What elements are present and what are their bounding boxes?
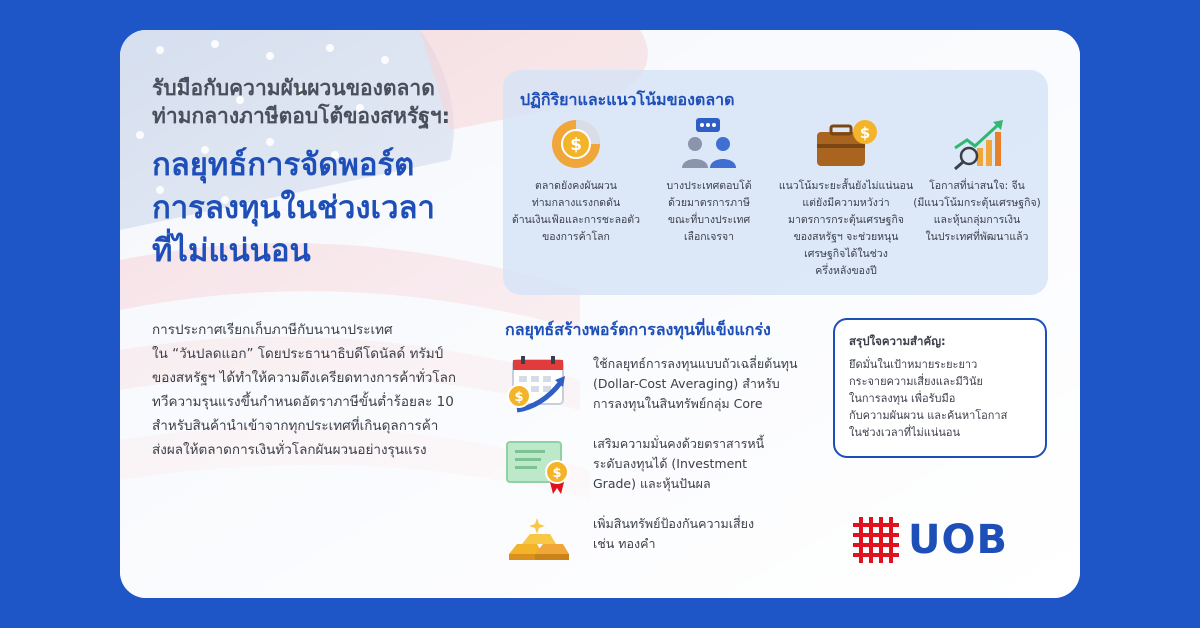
strategy-item xyxy=(503,514,823,578)
subtitle-line: รับมือกับความผันผวนของตลาด xyxy=(152,76,435,100)
reaction-line: ครึ่งหลังของปี xyxy=(815,265,877,277)
svg-text:$: $ xyxy=(514,390,524,405)
intro-line: สำหรับสินค้านำเข้าจากทุกประเทศที่เกินดุลการค้า xyxy=(152,418,439,434)
strategies-title: กลยุทธ์สร้างพอร์ตการลงทุนที่แข็งแกร่ง xyxy=(505,320,771,339)
strategy-item xyxy=(503,434,823,498)
intro-line: ส่งผลให้ตลาดการเงินทั่วโลกผันผวนอย่างรุนแรง xyxy=(152,442,427,458)
title-line: การลงทุนในช่วงเวลา xyxy=(152,190,435,226)
summary-line: ยึดมั่นในเป้าหมายระยะยาว xyxy=(849,358,978,371)
strategy-line: ใช้กลยุทธ์การลงทุนแบบถัวเฉลี่ยต้นทุน xyxy=(593,356,798,371)
bond-certificate-icon xyxy=(503,434,573,496)
reaction-line: โอกาสที่น่าสนใจ: จีน xyxy=(929,180,1025,192)
reaction-line: ตลาดยังคงผันผวน xyxy=(535,180,617,192)
reaction-line: เศรษฐกิจได้ในช่วง xyxy=(804,248,888,260)
calendar-coin-icon xyxy=(503,354,573,416)
subtitle xyxy=(152,74,512,130)
reaction-line: ด้านเงินเฟ้อและการชะลอตัว xyxy=(511,214,641,226)
intro-line: ใน “วันปลดแอก” โดยประธานาธิบดีโดนัลด์ ทรัมป์ xyxy=(152,346,444,362)
reaction-line: ในประเทศที่พัฒนาแล้ว xyxy=(925,231,1029,243)
reaction-line: (มีแนวโน้มกระตุ้นเศรษฐกิจ) xyxy=(913,197,1041,209)
reaction-line: ของการค้าโลก xyxy=(542,231,610,243)
strategy-text xyxy=(593,514,823,554)
strategy-line: เสริมความมั่นคงด้วยตราสารหนี้ xyxy=(593,436,765,451)
strategy-line: เพิ่มสินทรัพย์ป้องกันความเสี่ยง xyxy=(593,516,755,531)
summary-box xyxy=(833,318,1047,458)
reaction-line: และหุ้นกลุ่มการเงิน xyxy=(933,214,1021,226)
summary-line: กับความผันผวน และค้นหาโอกาส xyxy=(849,409,1008,422)
reaction-line: บางประเทศตอบโต้ xyxy=(666,180,752,192)
reaction-line: ท่ามกลางแรงกดดัน xyxy=(531,197,621,209)
headline-block xyxy=(152,74,512,273)
coin-chart-icon xyxy=(550,118,602,170)
reaction-line: ขณะที่บางประเทศ xyxy=(667,214,751,226)
reaction-text xyxy=(776,178,916,280)
subtitle-line: ท่ามกลางภาษีตอบโต้ของสหรัฐฯ: xyxy=(152,104,451,128)
summary-line: กระจายความเสี่ยงและมีวินัย xyxy=(849,375,983,388)
strategy-line: Grade) และหุ้นปันผล xyxy=(593,476,711,491)
uob-logo-icon xyxy=(853,517,899,563)
intro-paragraph xyxy=(152,318,492,462)
svg-text:$: $ xyxy=(570,135,582,155)
title-line: กลยุทธ์การจัดพอร์ต xyxy=(152,147,415,183)
svg-text:$: $ xyxy=(552,466,562,481)
infographic-card xyxy=(120,30,1080,598)
strategy-line: การลงทุนในสินทรัพย์กลุ่ม Core xyxy=(593,396,763,411)
reaction-line: แนวโน้มระยะสั้นยังไม่แน่นอน xyxy=(778,180,914,192)
reaction-line: มาตรการกระตุ้นเศรษฐกิจ xyxy=(788,214,904,226)
reaction-line: ของสหรัฐฯ จะช่วยหนุน xyxy=(793,231,899,243)
reaction-line: แต่ยังมีความหวังว่า xyxy=(802,197,890,209)
strategy-item xyxy=(503,354,823,418)
summary-line: ในการลงทุน เพื่อรับมือ xyxy=(849,392,956,405)
strategy-text xyxy=(593,354,823,414)
summary-line: ในช่วงเวลาที่ไม่แน่นอน xyxy=(849,426,961,439)
uob-logo xyxy=(853,516,1018,564)
people-discussion-icon xyxy=(679,118,739,170)
strategy-line: ระดับลงทุนได้ (Investment xyxy=(593,456,748,471)
strategy-line: (Dollar-Cost Averaging) สำหรับ xyxy=(593,376,780,391)
reaction-text xyxy=(908,178,1046,246)
briefcase-coin-icon xyxy=(813,118,879,170)
growth-chart-magnifier-icon xyxy=(947,118,1007,170)
intro-line: ของสหรัฐฯ ได้ทำให้ความตึงเครียดทางการค้าทั่วโลก xyxy=(152,370,457,386)
reaction-item xyxy=(908,118,1046,246)
summary-title: สรุปใจความสำคัญ: xyxy=(849,334,946,348)
reaction-item xyxy=(643,118,775,246)
market-reactions-title: ปฏิกิริยาและแนวโน้มของตลาด xyxy=(520,90,735,109)
gold-bars-icon xyxy=(503,514,573,566)
reaction-item xyxy=(776,118,916,280)
reaction-line: ด้วยมาตรการภาษี xyxy=(668,197,750,209)
reaction-text xyxy=(510,178,642,246)
brand-name: UOB xyxy=(908,517,1008,563)
strategy-text xyxy=(593,434,823,494)
intro-line: ทวีความรุนแรงขึ้นกำหนดอัตราภาษีขั้นต่ำร้อยละ 10 xyxy=(152,394,454,410)
strategy-line: เช่น ทองคำ xyxy=(593,536,656,551)
summary-text xyxy=(849,356,1031,441)
page-title xyxy=(152,144,512,273)
reaction-item xyxy=(510,118,642,246)
svg-text:$: $ xyxy=(859,124,871,142)
title-line: ที่ไม่แน่นอน xyxy=(152,233,311,269)
reaction-text xyxy=(643,178,775,246)
intro-line: การประกาศเรียกเก็บภาษีกับนานาประเทศ xyxy=(152,322,393,338)
market-reactions-panel xyxy=(503,70,1048,295)
reaction-line: เลือกเจรจา xyxy=(683,231,735,243)
